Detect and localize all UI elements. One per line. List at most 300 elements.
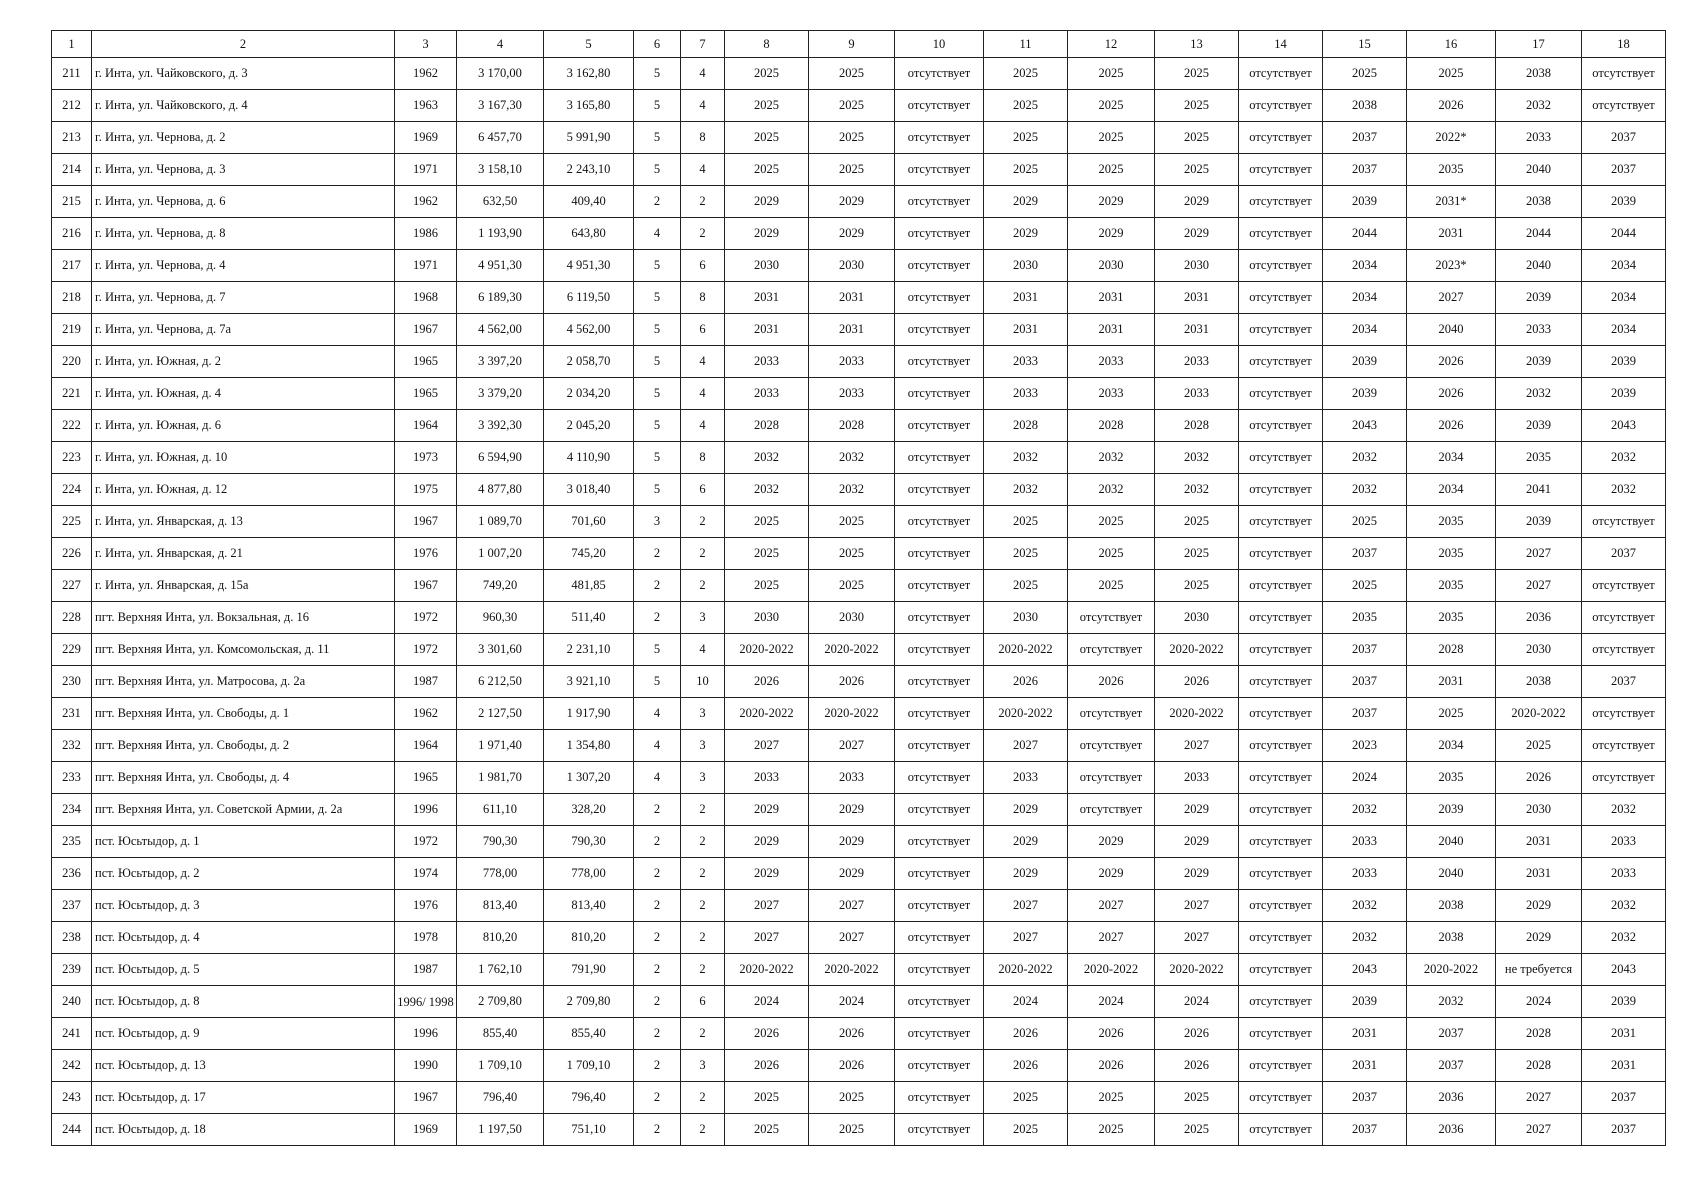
address-cell: пст. Юсьтыдор, д. 8 (92, 986, 395, 1018)
address-cell: пст. Юсьтыдор, д. 17 (92, 1082, 395, 1114)
table-cell: 2039 (1582, 186, 1666, 218)
table-cell: 1962 (395, 58, 457, 90)
table-cell: 221 (52, 378, 92, 410)
table-cell: 409,40 (544, 186, 634, 218)
table-cell: 2 (681, 858, 725, 890)
table-cell: 2031 (1496, 858, 1582, 890)
table-cell: отсутствует (1582, 90, 1666, 122)
table-cell: 1978 (395, 922, 457, 954)
table-cell: 2029 (1155, 218, 1239, 250)
table-cell: 2032 (1407, 986, 1496, 1018)
table-cell: 235 (52, 826, 92, 858)
table-cell: 1 917,90 (544, 698, 634, 730)
table-cell: 2036 (1407, 1082, 1496, 1114)
table-cell: 5 (634, 90, 681, 122)
table-cell: отсутствует (1239, 1018, 1323, 1050)
table-cell: 2029 (725, 218, 809, 250)
table-cell: 2032 (725, 442, 809, 474)
table-cell: 2040 (1496, 154, 1582, 186)
table-cell: 2028 (1407, 634, 1496, 666)
table-cell: 2031 (725, 314, 809, 346)
table-cell: 2025 (1068, 154, 1155, 186)
table-cell: 2 (681, 890, 725, 922)
column-header: 8 (725, 31, 809, 58)
table-cell: 2025 (809, 154, 895, 186)
table-row (52, 218, 1666, 250)
table-cell: 2020-2022 (984, 698, 1068, 730)
table-cell: 2029 (1496, 890, 1582, 922)
table-cell: 2039 (1496, 506, 1582, 538)
table-cell: 5 (634, 58, 681, 90)
table-cell: 813,40 (457, 890, 544, 922)
table-cell: 2020-2022 (1496, 698, 1582, 730)
table-cell: отсутствует (895, 378, 984, 410)
table-cell: 3 379,20 (457, 378, 544, 410)
table-cell: 2031 (1068, 314, 1155, 346)
table-cell: отсутствует (1239, 538, 1323, 570)
table-cell: 2025 (725, 1082, 809, 1114)
table-row (52, 1050, 1666, 1082)
table-cell: 2029 (984, 218, 1068, 250)
table-cell: 2027 (725, 730, 809, 762)
table-row (52, 282, 1666, 314)
table-cell: отсутствует (1239, 1050, 1323, 1082)
table-cell: 481,85 (544, 570, 634, 602)
table-cell: 2 (634, 858, 681, 890)
table-cell: 2 (634, 954, 681, 986)
table-row (52, 858, 1666, 890)
table-cell: 4 (681, 58, 725, 90)
table-cell: 2 (681, 506, 725, 538)
table-cell: 3 (681, 762, 725, 794)
table-cell: 2033 (1496, 314, 1582, 346)
table-cell: 2020-2022 (984, 634, 1068, 666)
table-cell: отсутствует (1239, 122, 1323, 154)
column-header: 5 (544, 31, 634, 58)
table-cell: 2030 (1496, 794, 1582, 826)
table-cell: отсутствует (895, 1114, 984, 1146)
table-cell: 2025 (984, 538, 1068, 570)
table-cell: 2 (681, 954, 725, 986)
table-cell: 2 (634, 826, 681, 858)
table-cell: 749,20 (457, 570, 544, 602)
table-row (52, 58, 1666, 90)
table-cell: отсутствует (1239, 378, 1323, 410)
table-cell: 2033 (1068, 378, 1155, 410)
table-cell: 238 (52, 922, 92, 954)
table-cell: 2 (681, 794, 725, 826)
table-cell: 3 018,40 (544, 474, 634, 506)
table-cell: отсутствует (1582, 58, 1666, 90)
table-cell: отсутствует (1582, 634, 1666, 666)
table-cell: 810,20 (544, 922, 634, 954)
table-cell: 1975 (395, 474, 457, 506)
table-cell: 5 (634, 282, 681, 314)
table-cell: 6 (681, 250, 725, 282)
table-cell: 2027 (1155, 922, 1239, 954)
table-cell: 4 562,00 (544, 314, 634, 346)
table-cell: 242 (52, 1050, 92, 1082)
table-cell: 2027 (1496, 570, 1582, 602)
table-cell: 214 (52, 154, 92, 186)
table-row (52, 314, 1666, 346)
table-cell: 2039 (1323, 378, 1407, 410)
table-cell: 2037 (1582, 1114, 1666, 1146)
table-cell: 6 594,90 (457, 442, 544, 474)
table-cell: отсутствует (1239, 826, 1323, 858)
address-cell: г. Инта, ул. Чернова, д. 7а (92, 314, 395, 346)
table-cell: отсутствует (1239, 922, 1323, 954)
table-cell: 1971 (395, 250, 457, 282)
table-cell: 1 193,90 (457, 218, 544, 250)
table-row (52, 506, 1666, 538)
table-cell: 2 045,20 (544, 410, 634, 442)
table-cell: 3 (634, 506, 681, 538)
table-cell: 2037 (1407, 1018, 1496, 1050)
column-header: 4 (457, 31, 544, 58)
table-cell: 2 (634, 1018, 681, 1050)
table-row (52, 826, 1666, 858)
table-cell: 2 (681, 538, 725, 570)
table-cell: 2036 (1407, 1114, 1496, 1146)
table-cell: 4 (681, 90, 725, 122)
table-cell: 2032 (984, 474, 1068, 506)
table-cell: 225 (52, 506, 92, 538)
table-cell: 2028 (1068, 410, 1155, 442)
address-cell: пгт. Верхняя Инта, ул. Свободы, д. 1 (92, 698, 395, 730)
table-row (52, 1114, 1666, 1146)
table-cell: 2037 (1582, 666, 1666, 698)
table-cell: 2030 (984, 602, 1068, 634)
table-cell: 2024 (1068, 986, 1155, 1018)
table-cell: 2032 (1323, 442, 1407, 474)
table-cell: 2034 (1407, 730, 1496, 762)
table-cell: 2026 (1068, 666, 1155, 698)
table-cell: 220 (52, 346, 92, 378)
table-cell: 2029 (809, 186, 895, 218)
table-cell: отсутствует (895, 346, 984, 378)
table-cell: 5 (634, 378, 681, 410)
table-cell: 2036 (1496, 602, 1582, 634)
table-cell: 2027 (725, 922, 809, 954)
table-row (52, 602, 1666, 634)
table-cell: 2 (681, 218, 725, 250)
table-cell: 1971 (395, 154, 457, 186)
table-cell: 1 007,20 (457, 538, 544, 570)
table-cell: 2043 (1323, 410, 1407, 442)
table-row (52, 794, 1666, 826)
table-cell: 6 189,30 (457, 282, 544, 314)
table-cell: отсутствует (1239, 314, 1323, 346)
table-cell: 2029 (809, 794, 895, 826)
table-cell: 5 (634, 666, 681, 698)
column-header: 11 (984, 31, 1068, 58)
address-cell: г. Инта, ул. Чернова, д. 8 (92, 218, 395, 250)
table-cell: 810,20 (457, 922, 544, 954)
table-cell: 2037 (1323, 634, 1407, 666)
table-cell: 2025 (1068, 570, 1155, 602)
table-cell: отсутствует (895, 858, 984, 890)
table-cell: 1972 (395, 634, 457, 666)
table-row (52, 890, 1666, 922)
table-cell: 2027 (984, 890, 1068, 922)
table-cell: 2026 (809, 1050, 895, 1082)
table-cell: 231 (52, 698, 92, 730)
table-cell: 10 (681, 666, 725, 698)
table-cell: 2032 (1582, 922, 1666, 954)
table-cell: 2025 (984, 154, 1068, 186)
address-cell: г. Инта, ул. Южная, д. 10 (92, 442, 395, 474)
table-cell: 2025 (1496, 730, 1582, 762)
table-cell: отсутствует (1239, 218, 1323, 250)
address-cell: г. Инта, ул. Южная, д. 4 (92, 378, 395, 410)
table-cell: 2024 (725, 986, 809, 1018)
table-cell: 2024 (984, 986, 1068, 1018)
table-cell: 2033 (809, 378, 895, 410)
table-cell: 2033 (809, 762, 895, 794)
table-cell: отсутствует (895, 186, 984, 218)
table-cell: 2027 (809, 890, 895, 922)
table-cell: 1 089,70 (457, 506, 544, 538)
table-cell: 2037 (1323, 1114, 1407, 1146)
table-cell: 5 (634, 442, 681, 474)
table-cell: 2020-2022 (984, 954, 1068, 986)
table-cell: 2037 (1323, 1082, 1407, 1114)
table-cell: 2025 (1155, 90, 1239, 122)
table-cell: 2033 (984, 762, 1068, 794)
table-cell: 2026 (809, 1018, 895, 1050)
address-cell: пгт. Верхняя Инта, ул. Комсомольская, д. 11 (92, 634, 395, 666)
table-cell: 216 (52, 218, 92, 250)
table-cell: 2029 (725, 794, 809, 826)
table-cell: 1987 (395, 666, 457, 698)
table-cell: 1969 (395, 1114, 457, 1146)
table-cell: 2037 (1323, 538, 1407, 570)
table-cell: 2039 (1582, 346, 1666, 378)
table-cell: отсутствует (1239, 602, 1323, 634)
table-cell: 2038 (1496, 186, 1582, 218)
table-row (52, 186, 1666, 218)
table-cell: 2034 (1323, 250, 1407, 282)
table-cell: 2044 (1323, 218, 1407, 250)
table-cell: 2038 (1496, 666, 1582, 698)
table-cell: 2033 (1155, 378, 1239, 410)
table-cell: 2029 (809, 858, 895, 890)
table-cell: 2044 (1582, 218, 1666, 250)
table-cell: 2025 (984, 1114, 1068, 1146)
table-cell: 2037 (1407, 1050, 1496, 1082)
table-cell: 2032 (1323, 890, 1407, 922)
table-cell: не требуется (1496, 954, 1582, 986)
table-cell: 2020-2022 (809, 954, 895, 986)
table-cell: 2025 (725, 122, 809, 154)
table-cell: 2033 (725, 378, 809, 410)
table-cell: отсутствует (895, 1082, 984, 1114)
table-cell: отсутствует (1239, 58, 1323, 90)
table-cell: 2028 (725, 410, 809, 442)
table-cell: 2027 (1155, 890, 1239, 922)
table-cell: 2029 (1068, 826, 1155, 858)
table-cell: 2027 (1068, 922, 1155, 954)
address-cell: г. Инта, ул. Южная, д. 6 (92, 410, 395, 442)
table-cell: 2029 (1068, 858, 1155, 890)
table-cell: отсутствует (1239, 186, 1323, 218)
table-cell: 2031 (984, 314, 1068, 346)
table-cell: отсутствует (1239, 1114, 1323, 1146)
table-cell: 1 709,10 (457, 1050, 544, 1082)
table-cell: отсутствует (895, 314, 984, 346)
table-row (52, 250, 1666, 282)
table-cell: 8 (681, 122, 725, 154)
table-cell: 8 (681, 282, 725, 314)
table-cell: 2025 (1155, 122, 1239, 154)
table-cell: 791,90 (544, 954, 634, 986)
table-cell: 2032 (1323, 922, 1407, 954)
address-cell: пст. Юсьтыдор, д. 9 (92, 1018, 395, 1050)
table-cell: 218 (52, 282, 92, 314)
table-cell: 211 (52, 58, 92, 90)
table-cell: 751,10 (544, 1114, 634, 1146)
table-cell: 2034 (1407, 442, 1496, 474)
table-cell: 2027 (1496, 538, 1582, 570)
address-cell: пгт. Верхняя Инта, ул. Свободы, д. 2 (92, 730, 395, 762)
table-cell: 4 (634, 730, 681, 762)
table-cell: 2025 (1068, 1114, 1155, 1146)
table-cell: 4 (681, 410, 725, 442)
table-cell: 2029 (725, 858, 809, 890)
table-cell: 2 (634, 1114, 681, 1146)
table-cell: 212 (52, 90, 92, 122)
table-cell: 2035 (1407, 602, 1496, 634)
table-cell: 2030 (809, 602, 895, 634)
table-cell: отсутствует (895, 122, 984, 154)
table-cell: отсутствует (895, 154, 984, 186)
table-cell: 2032 (984, 442, 1068, 474)
table-cell: 4 (681, 346, 725, 378)
table-cell: 2039 (1323, 186, 1407, 218)
address-cell: г. Инта, ул. Южная, д. 2 (92, 346, 395, 378)
table-cell: 2034 (1582, 282, 1666, 314)
table-cell: отсутствует (1239, 794, 1323, 826)
table-cell: 2025 (809, 1114, 895, 1146)
table-cell: 2033 (1323, 826, 1407, 858)
table-cell: 778,00 (544, 858, 634, 890)
table-cell: 2029 (1155, 186, 1239, 218)
table-cell: отсутствует (1239, 442, 1323, 474)
table-cell: 3 167,30 (457, 90, 544, 122)
table-cell: 2029 (984, 794, 1068, 826)
table-cell: 2031 (809, 314, 895, 346)
table-cell: 1 307,20 (544, 762, 634, 794)
table-cell: 2024 (809, 986, 895, 1018)
table-cell: 2025 (809, 570, 895, 602)
column-header: 10 (895, 31, 984, 58)
table-cell: 219 (52, 314, 92, 346)
table-cell: 2025 (1155, 1082, 1239, 1114)
address-cell: г. Инта, ул. Январская, д. 13 (92, 506, 395, 538)
address-cell: пгт. Верхняя Инта, ул. Матросова, д. 2а (92, 666, 395, 698)
table-cell: 2020-2022 (1155, 954, 1239, 986)
header-row (52, 31, 1666, 58)
table-cell: 2025 (809, 1082, 895, 1114)
table-cell: отсутствует (895, 890, 984, 922)
table-cell: 2020-2022 (725, 634, 809, 666)
table-cell: 2027 (1407, 282, 1496, 314)
table-cell: отсутствует (1239, 666, 1323, 698)
table-cell: 2030 (1068, 250, 1155, 282)
table-cell: 2031 (1407, 666, 1496, 698)
table-cell: 2031 (1155, 314, 1239, 346)
table-cell: 2025 (725, 90, 809, 122)
table-cell: 1967 (395, 506, 457, 538)
table-cell: 611,10 (457, 794, 544, 826)
table-cell: 5 (634, 250, 681, 282)
table-cell: отсутствует (1239, 890, 1323, 922)
table-cell: отсутствует (895, 442, 984, 474)
table-cell: 6 119,50 (544, 282, 634, 314)
table-cell: 2037 (1582, 538, 1666, 570)
table-cell: 2031 (725, 282, 809, 314)
table-cell: 2034 (1582, 250, 1666, 282)
table-cell: 2025 (984, 122, 1068, 154)
table-row (52, 538, 1666, 570)
table-cell: 790,30 (457, 826, 544, 858)
table-cell: 2 (634, 1082, 681, 1114)
table-cell: отсутствует (895, 90, 984, 122)
table-cell: 2025 (725, 538, 809, 570)
table-cell: 960,30 (457, 602, 544, 634)
table-cell: 4 562,00 (457, 314, 544, 346)
table-cell: 2028 (1496, 1050, 1582, 1082)
table-cell: 643,80 (544, 218, 634, 250)
table-cell: 2030 (984, 250, 1068, 282)
table-cell: 2040 (1407, 858, 1496, 890)
table-cell: 2040 (1407, 314, 1496, 346)
table-cell: 2035 (1407, 506, 1496, 538)
table-cell: 2029 (1155, 826, 1239, 858)
table-cell: 243 (52, 1082, 92, 1114)
table-cell: 2037 (1582, 122, 1666, 154)
table-cell: 3 (681, 730, 725, 762)
table-cell: 2024 (1496, 986, 1582, 1018)
table-cell: 2020-2022 (1155, 698, 1239, 730)
table-cell: отсутствует (895, 410, 984, 442)
address-cell: пст. Юсьтыдор, д. 13 (92, 1050, 395, 1082)
table-cell: 2025 (809, 58, 895, 90)
table-cell: 4 (634, 218, 681, 250)
table-cell: 2033 (1068, 346, 1155, 378)
table-cell: 2037 (1323, 666, 1407, 698)
table-cell: 236 (52, 858, 92, 890)
table-cell: 2026 (1407, 378, 1496, 410)
table-cell: 2039 (1496, 346, 1582, 378)
table-cell: отсутствует (1239, 410, 1323, 442)
table-cell: 2031 (1582, 1050, 1666, 1082)
table-cell: 2027 (1496, 1114, 1582, 1146)
table-cell: 6 212,50 (457, 666, 544, 698)
address-cell: пст. Юсьтыдор, д. 1 (92, 826, 395, 858)
table-cell: 6 457,70 (457, 122, 544, 154)
table-cell: 2037 (1582, 1082, 1666, 1114)
table-cell: 2025 (1068, 122, 1155, 154)
table-cell: 2020-2022 (725, 698, 809, 730)
table-row (52, 986, 1666, 1018)
table-cell: 2043 (1582, 954, 1666, 986)
table-cell: 2033 (1582, 826, 1666, 858)
table-cell: 233 (52, 762, 92, 794)
table-cell: отсутствует (1582, 762, 1666, 794)
table-cell: 1986 (395, 218, 457, 250)
